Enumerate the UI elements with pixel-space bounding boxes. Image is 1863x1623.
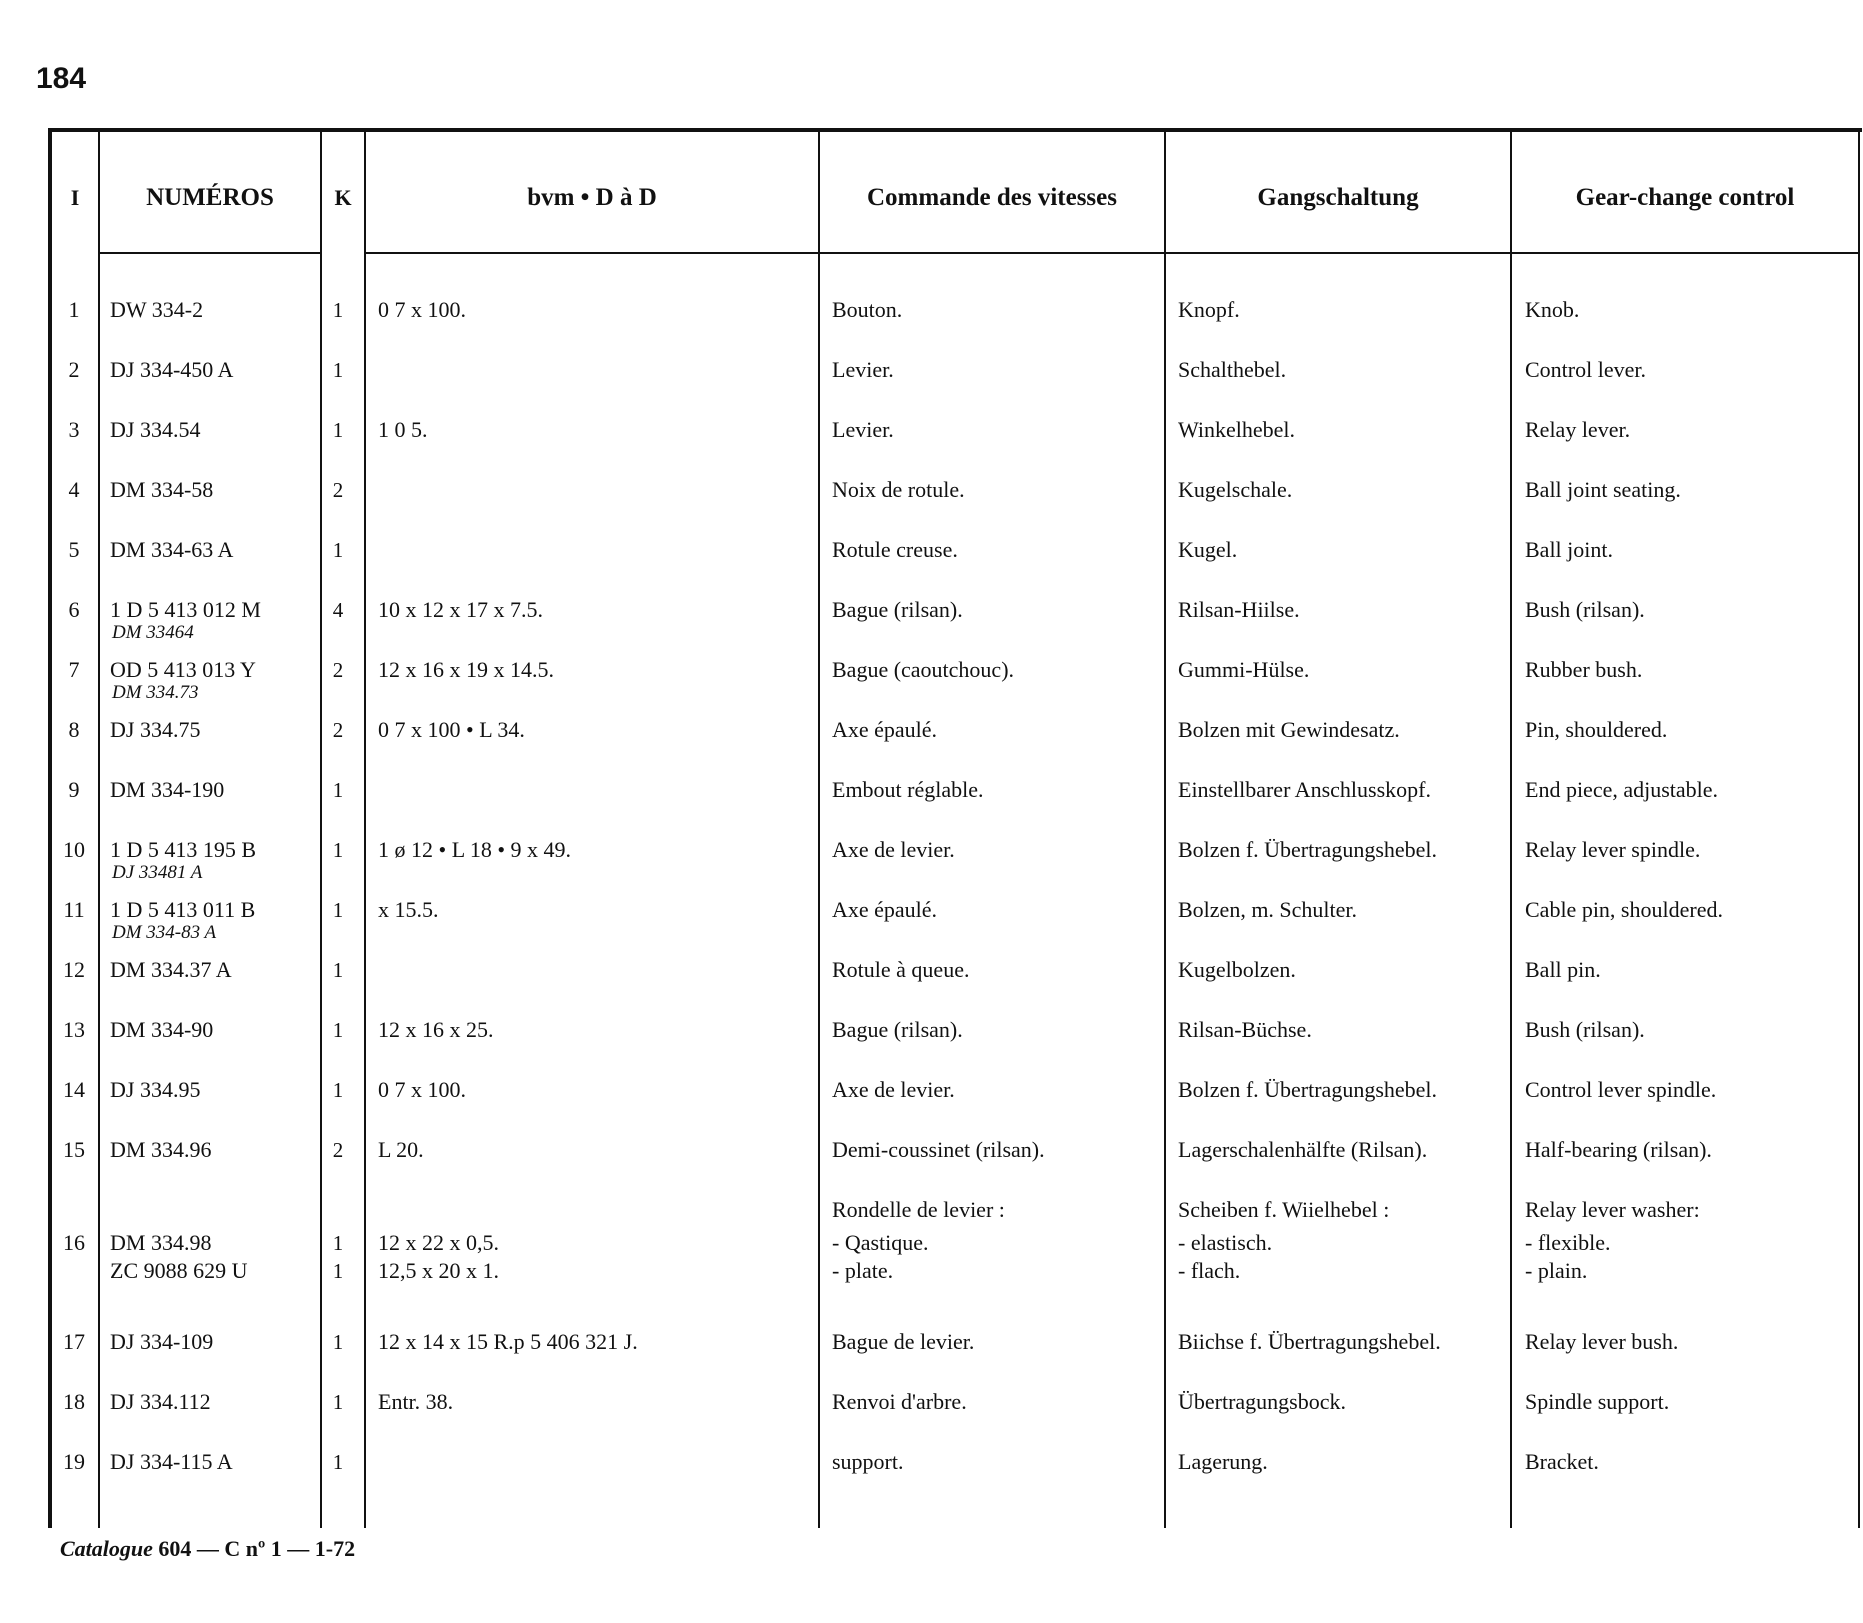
catalogue-label: Catalogue: [60, 1536, 153, 1561]
desc-german: Biichse f. Übertragungshebel.: [1178, 1329, 1441, 1354]
desc-german: Lagerung.: [1178, 1449, 1268, 1474]
table-row: [48, 1136, 1862, 1196]
page-number: 184: [36, 62, 87, 95]
table-row: [48, 476, 1862, 536]
desc-french: Embout réglable.: [832, 777, 984, 802]
desc-german: Kugel.: [1178, 537, 1238, 562]
desc-english: Relay lever bush.: [1525, 1329, 1679, 1354]
desc-german: Bolzen f. Übertragungshebel.: [1178, 837, 1438, 862]
desc-german: Bolzen f. Übertragungshebel.: [1178, 1077, 1438, 1102]
header-index: I: [70, 185, 80, 210]
table-row: [48, 656, 1862, 716]
desc-english: Ball pin.: [1525, 957, 1601, 982]
desc-german: Winkelhebel.: [1178, 417, 1296, 442]
row-index: 17: [63, 1329, 85, 1354]
alt-part-number: DM 33464: [112, 622, 194, 643]
desc-french: Levier.: [832, 357, 894, 382]
desc-german: Einstellbarer Anschlusskopf.: [1178, 777, 1431, 802]
desc-german: Bolzen mit Gewindesatz.: [1178, 717, 1400, 742]
quantity: 1: [332, 1078, 344, 1102]
desc-english: Ball joint seating.: [1525, 477, 1681, 502]
row-index: 3: [68, 417, 80, 442]
desc-english: Bush (rilsan).: [1525, 1017, 1645, 1042]
desc-german: Kugelbolzen.: [1178, 957, 1296, 982]
quantity: 1: [332, 1330, 344, 1354]
desc-french: Axe épaulé.: [832, 717, 938, 742]
dimensions: 12 x 14 x 15 R.p 5 406 321 J.: [378, 1329, 638, 1354]
dimensions: 0 7 x 100 • L 34.: [378, 717, 525, 742]
desc-german: Bolzen, m. Schulter.: [1178, 897, 1358, 922]
part-number: DJ 334.95: [110, 1077, 201, 1102]
row-index: 1: [68, 297, 80, 322]
quantity: 1: [332, 298, 344, 322]
desc-english: Bush (rilsan).: [1525, 597, 1645, 622]
desc-german: Scheiben f. Wiielhebel : - elastisch. - flach.: [1178, 1197, 1390, 1283]
desc-french: Bague (rilsan).: [832, 1017, 963, 1042]
part-number: 1 D 5 413 011 B DM 334-83 A: [110, 897, 256, 943]
alt-part-number: DM 334-83 A: [112, 922, 217, 943]
table-row: [48, 776, 1862, 836]
quantity: 1 1: [332, 1231, 344, 1283]
part-number: DM 334-190: [110, 777, 225, 802]
dimensions: 10 x 12 x 17 x 7.5.: [378, 597, 543, 622]
quantity: 1: [332, 538, 344, 562]
desc-german: Rilsan-Büchse.: [1178, 1017, 1312, 1042]
part-number: DM 334.37 A: [110, 957, 232, 982]
row-index: 5: [68, 537, 80, 562]
desc-french: Noix de rotule.: [832, 477, 965, 502]
row-index: 11: [63, 897, 85, 922]
desc-french: Axe de levier.: [832, 837, 955, 862]
desc-french: Rotule creuse.: [832, 537, 958, 562]
table-row: [48, 596, 1862, 656]
dimensions: 12 x 16 x 19 x 14.5.: [378, 657, 554, 682]
part-number: DJ 334.112: [110, 1389, 211, 1414]
dimensions: 0 7 x 100.: [378, 297, 466, 322]
desc-german: Kugelschale.: [1178, 477, 1293, 502]
row-index: 7: [68, 657, 80, 682]
quantity: 2: [332, 478, 344, 502]
dimensions: 1 0 5.: [378, 417, 428, 442]
table-row: [48, 1388, 1862, 1448]
dimensions: x 15.5.: [378, 897, 439, 922]
table-row: [48, 536, 1862, 596]
part-number: DM 334-58: [110, 477, 214, 502]
desc-french: Renvoi d'arbre.: [832, 1389, 967, 1414]
quantity: 2: [332, 718, 344, 742]
dimensions: 12 x 22 x 0,5. 12,5 x 20 x 1.: [378, 1230, 499, 1283]
row-index: 19: [63, 1449, 85, 1474]
desc-german: Rilsan-Hiilse.: [1178, 597, 1300, 622]
desc-french: Axe épaulé.: [832, 897, 938, 922]
desc-english: Relay lever spindle.: [1525, 837, 1701, 862]
desc-german: Gummi-Hülse.: [1178, 657, 1310, 682]
header-dimensions: bvm • D à D: [527, 184, 657, 211]
dimensions: 1 ø 12 • L 18 • 9 x 49.: [378, 837, 572, 862]
dimensions: 12 x 16 x 25.: [378, 1017, 494, 1042]
header-english: Gear-change control: [1575, 184, 1795, 211]
part-number: DJ 334.75: [110, 717, 201, 742]
part-number: DJ 334.54: [110, 417, 201, 442]
desc-english: Control lever spindle.: [1525, 1077, 1717, 1102]
quantity: 1: [332, 838, 344, 862]
desc-german: Schalthebel.: [1178, 357, 1287, 382]
desc-english: Control lever.: [1525, 357, 1646, 382]
row-index: 13: [63, 1017, 85, 1042]
table-row: [48, 836, 1862, 896]
row-index: 16: [63, 1230, 85, 1255]
dimensions: 0 7 x 100.: [378, 1077, 466, 1102]
desc-french: Axe de levier.: [832, 1077, 955, 1102]
dimensions: Entr. 38.: [378, 1389, 454, 1414]
part-number: DW 334-2: [110, 297, 204, 322]
table-row: [48, 1328, 1862, 1388]
part-number: DM 334-63 A: [110, 537, 234, 562]
catalogue-footer: [60, 1536, 355, 1562]
desc-english: Relay lever.: [1525, 417, 1631, 442]
quantity: 4: [332, 598, 344, 622]
part-number: DM 334.96: [110, 1137, 212, 1162]
table-row: [48, 956, 1862, 1016]
row-index: 12: [63, 957, 85, 982]
table-row: [48, 1016, 1862, 1076]
dimensions: L 20.: [378, 1137, 424, 1162]
alt-part-number: DM 334.73: [112, 682, 199, 703]
part-number: 1 D 5 413 012 M DM 33464: [110, 597, 261, 643]
desc-english: Relay lever washer: - flexible. - plain.: [1525, 1197, 1700, 1283]
desc-french: Rondelle de levier : - Qastique. - plate.: [832, 1197, 1005, 1283]
header-french: Commande des vitesses: [867, 184, 1117, 211]
table-row: [48, 356, 1862, 416]
row-index: 4: [68, 477, 80, 502]
row-index: 2: [68, 357, 80, 382]
part-number: DM 334-90: [110, 1017, 214, 1042]
row-index: 6: [68, 597, 80, 622]
parts-table: [48, 128, 1862, 1528]
table-row: [48, 296, 1862, 356]
desc-french: Bague (caoutchouc).: [832, 657, 1015, 682]
desc-french: Rotule à queue.: [832, 957, 970, 982]
table-row: [48, 416, 1862, 476]
catalogue-ref: 604 — C nº 1 — 1-72: [158, 1536, 356, 1561]
table-row: [48, 1448, 1862, 1508]
row-index: 18: [63, 1389, 85, 1414]
quantity: 1: [332, 958, 344, 982]
desc-french: Bague de levier.: [832, 1329, 975, 1354]
header-underline: [364, 252, 1860, 254]
part-number-alt: ZC 9088 629 U: [110, 1258, 248, 1283]
desc-english: Rubber bush.: [1525, 657, 1643, 682]
alt-part-number: DJ 33481 A: [112, 862, 203, 883]
quantity: 1: [332, 898, 344, 922]
desc-english: Pin, shouldered.: [1525, 717, 1668, 742]
desc-english: Ball joint.: [1525, 537, 1613, 562]
table-row: [48, 1196, 1862, 1292]
header-underline: [98, 252, 320, 254]
desc-english: Spindle support.: [1525, 1389, 1670, 1414]
quantity: 1: [332, 1018, 344, 1042]
quantity: 1: [332, 358, 344, 382]
row-index: 14: [63, 1077, 85, 1102]
desc-english: End piece, adjustable.: [1525, 777, 1719, 802]
quantity: 1: [332, 778, 344, 802]
table-row: [48, 1076, 1862, 1136]
table-row: [48, 896, 1862, 956]
desc-german: Übertragungsbock.: [1178, 1389, 1347, 1414]
part-number: DJ 334-109: [110, 1329, 214, 1354]
row-index: 15: [63, 1137, 85, 1162]
desc-french: Levier.: [832, 417, 894, 442]
quantity: 1: [332, 1390, 344, 1414]
desc-french: Bague (rilsan).: [832, 597, 963, 622]
quantity: 1: [332, 1450, 344, 1474]
desc-german: Knopf.: [1178, 297, 1240, 322]
desc-english: Knob.: [1525, 297, 1580, 322]
part-number: DJ 334-115 A: [110, 1449, 233, 1474]
quantity: 2: [332, 1138, 344, 1162]
part-number: DM 334.98 ZC 9088 629 U: [110, 1230, 248, 1283]
quantity: 1: [332, 418, 344, 442]
desc-english: Bracket.: [1525, 1449, 1599, 1474]
header-qty: K: [334, 185, 352, 210]
quantity: 2: [332, 658, 344, 682]
desc-french: Demi-coussinet (rilsan).: [832, 1137, 1045, 1162]
header-german: Gangschaltung: [1257, 184, 1419, 211]
part-number: OD 5 413 013 Y DM 334.73: [110, 657, 256, 703]
part-number: DJ 334-450 A: [110, 357, 234, 382]
row-index: 8: [68, 717, 80, 742]
desc-english: Half-bearing (rilsan).: [1525, 1137, 1712, 1162]
row-index: 9: [68, 777, 80, 802]
desc-english: Cable pin, shouldered.: [1525, 897, 1723, 922]
desc-french: support.: [832, 1449, 904, 1474]
row-index: 10: [63, 837, 85, 862]
desc-french: Bouton.: [832, 297, 903, 322]
desc-german: Lagerschalenhälfte (Rilsan).: [1178, 1137, 1428, 1162]
table-row: [48, 716, 1862, 776]
header-numbers: NUMÉROS: [146, 184, 274, 211]
part-number: 1 D 5 413 195 B DJ 33481 A: [110, 837, 257, 883]
